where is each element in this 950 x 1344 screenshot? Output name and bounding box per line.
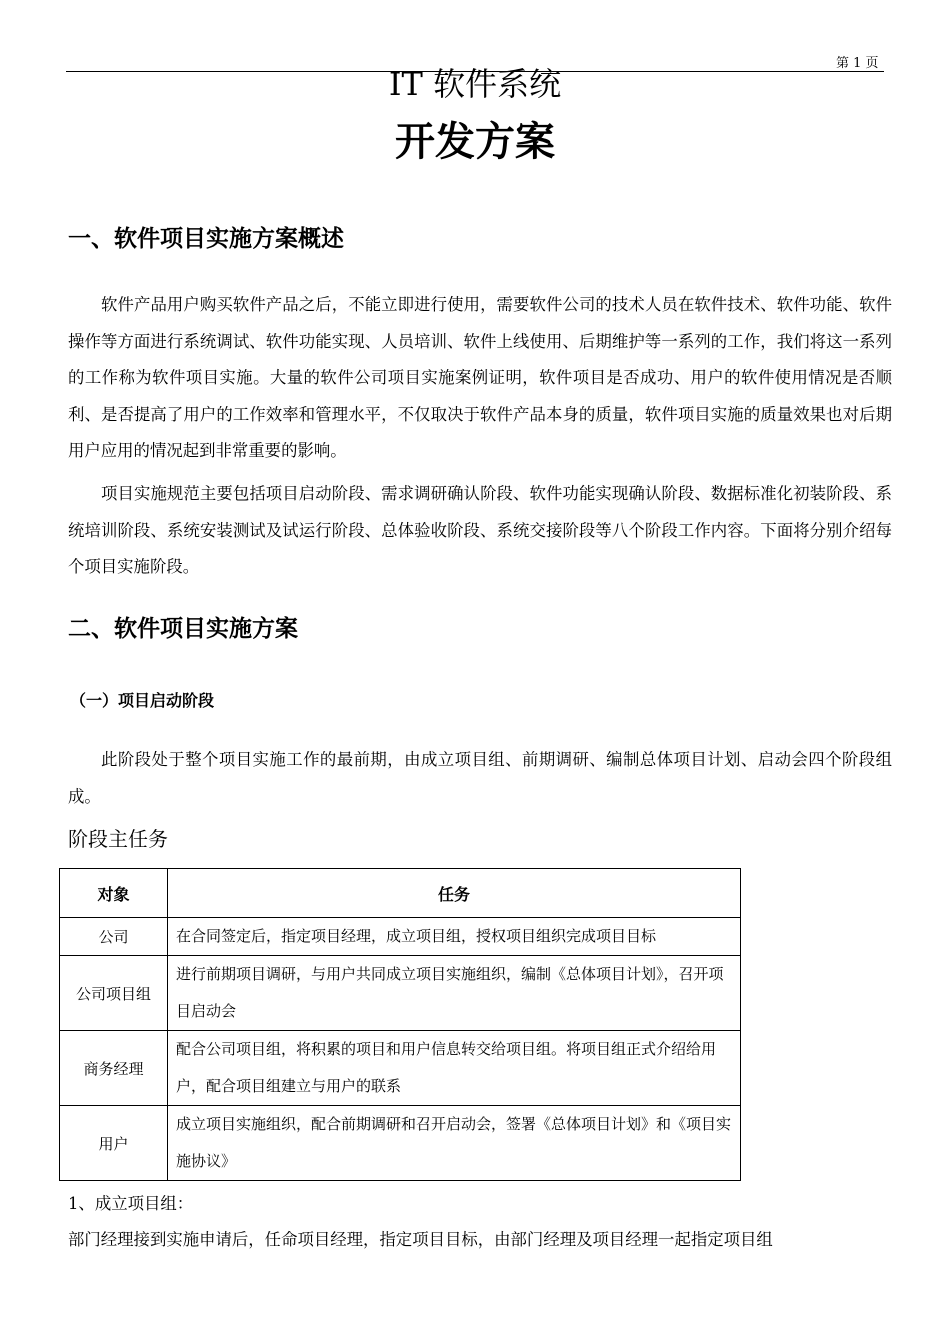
table-cell-object: 用户	[60, 1106, 168, 1181]
table-row	[60, 1106, 741, 1181]
table-cell-object: 公司	[60, 918, 168, 956]
table-header-task: 任务	[168, 869, 741, 918]
table-header-row	[60, 869, 741, 918]
section1-paragraph-1: 软件产品用户购买软件产品之后，不能立即进行使用，需要软件公司的技术人员在软件技术、软件功能、软件操作等方面进行系统调试、软件功能实现、人员培训、软件上线使用、后期维护等一系列的工作，我们将这一系列的工作称为软件项目实施。大量的软件公司项目实施案例证明，软件项目是否成功、用户的软件使用情况是否顺利、是否提高了用户的工作效率和管理水平，不仅取决于软件产品本身的质量，软件项目实施的质量效果也对后期用户应用的情况起到非常重要的影响。	[68, 295, 892, 460]
table-row	[60, 956, 741, 1031]
table-cell-task: 成立项目实施组织，配合前期调研和召开启动会，签署《总体项目计划》和《项目实施协议》	[168, 1106, 741, 1181]
table-cell-task: 在合同签定后，指定项目经理，成立项目组，授权项目组织完成项目目标	[168, 918, 741, 956]
item1-title: 1、成立项目组：	[68, 1194, 194, 1213]
document-title-line2: 开发方案	[395, 118, 555, 165]
table-row	[60, 1031, 741, 1106]
section2-paragraph: 此阶段处于整个项目实施工作的最前期，由成立项目组、前期调研、编制总体项目计划、启动会四个阶段组成。	[68, 750, 892, 806]
table-row	[60, 918, 741, 956]
section2-subheading: （一）项目启动阶段	[70, 691, 215, 710]
page-number: 第 1 页	[836, 56, 879, 71]
section1-heading: 一、软件项目实施方案概述	[68, 226, 344, 252]
stage-task-table	[59, 868, 741, 1181]
document-title-line1: IT 软件系统	[388, 65, 562, 103]
table-cell-task: 进行前期项目调研，与用户共同成立项目实施组织，编制《总体项目计划》，召开项目启动会	[168, 956, 741, 1031]
table-header-object: 对象	[60, 869, 168, 918]
table-cell-object: 商务经理	[60, 1031, 168, 1106]
table-cell-task: 配合公司项目组，将积累的项目和用户信息转交给项目组。将项目组正式介绍给用户，配合项目组建立与用户的联系	[168, 1031, 741, 1106]
section2-heading: 二、软件项目实施方案	[68, 616, 298, 642]
table-cell-object: 公司项目组	[60, 956, 168, 1031]
table-caption: 阶段主任务	[68, 827, 168, 851]
section1-paragraph-2: 项目实施规范主要包括项目启动阶段、需求调研确认阶段、软件功能实现确认阶段、数据标准化初装阶段、系统培训阶段、系统安装测试及试运行阶段、总体验收阶段、系统交接阶段等八个阶段工作内容。下面将分别介绍每个项目实施阶段。	[68, 484, 892, 576]
item1-text: 部门经理接到实施申请后，任命项目经理，指定项目目标，由部门经理及项目经理一起指定项目组	[68, 1230, 773, 1249]
